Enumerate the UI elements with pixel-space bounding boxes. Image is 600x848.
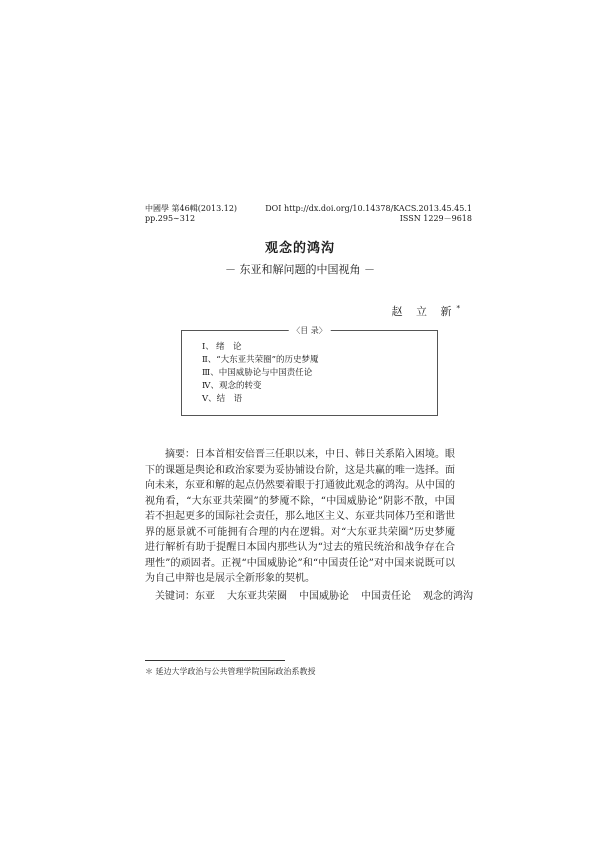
toc-item-number: Ⅲ、	[202, 368, 219, 378]
toc-item	[202, 367, 318, 380]
keyword: 大东亚共荣圈	[227, 591, 287, 602]
journal-issue: 中國學 第46輯(2013.12)	[145, 204, 238, 213]
toc-item	[202, 354, 318, 367]
toc-item-number: Ⅰ、	[202, 342, 214, 352]
keyword: 观念的鸿沟	[423, 591, 473, 602]
author-footnote-mark: *	[456, 304, 460, 313]
author-name-text: 赵 立 新	[391, 305, 457, 318]
journal-header	[145, 204, 237, 224]
keyword: 中国责任论	[361, 591, 411, 602]
footnote-divider	[145, 660, 285, 661]
author-name	[392, 303, 461, 319]
author-footnote: ＊ 延边大学政治与公共管理学院国际政治系教授	[145, 667, 316, 676]
toc-item-number: Ⅳ、	[202, 381, 219, 391]
toc-item-text: 中国威胁论与中国责任论	[218, 368, 313, 378]
toc-item-text: “大东亚共荣圈”的历史梦魇	[216, 355, 319, 365]
keywords-label: 关键词：	[155, 591, 195, 602]
issn: ISSN 1229－9618	[399, 214, 472, 223]
keywords-line	[155, 587, 485, 602]
toc-title: 〈目 录〉	[288, 325, 331, 336]
page-range: pp.295∼312	[145, 214, 196, 223]
toc-item-text: 绪 论	[216, 342, 242, 352]
toc-item	[202, 393, 318, 406]
doi-link[interactable]: DOI http://dx.doi.org/10.14378/KACS.2013.45.45.1	[265, 204, 472, 213]
toc-item-number: Ⅴ、	[202, 394, 217, 404]
toc-item	[202, 380, 318, 393]
toc-item	[202, 341, 318, 354]
toc-item-text: 观念的转变	[219, 381, 262, 391]
keyword: 中国威胁论	[299, 591, 349, 602]
abstract-paragraph: 摘要：日本首相安倍晋三任职以来，中日、韩日关系陷入困境。眼下的课题是舆论和政治家要为妥协铺设台阶，这是共赢的唯一选择。面向未来，东亚和解的起点仍然要着眼于打通彼此观念的鸿沟。从中国的视角看，“大东亚共荣圈”的梦魇不除，“中国威胁论”阴影不散，中国若不担起更多的国际社会责任，那么地区主义、东亚共同体乃至和谐世界的愿景就不可能拥有合理的内在逻辑。对“大东亚共荣圈”历史梦魇进行解析有助于提醒日本国内那些认为“过去的殖民统治和战争存在合理性”的顽固者。正视“中国威胁论”和“中国责任论”对中国来说既可以为自己申辩也是展示全新形象的契机。	[145, 449, 455, 584]
article-title: 观念的鸿沟	[264, 241, 335, 256]
article-subtitle: － 东亚和解问题的中国视角 －	[225, 263, 375, 276]
keyword: 东亚	[195, 591, 215, 602]
table-of-contents	[181, 326, 438, 416]
doi-header	[265, 204, 472, 224]
toc-item-text: 结 语	[216, 394, 243, 404]
toc-list	[202, 341, 318, 406]
toc-item-number: Ⅱ、	[202, 355, 217, 365]
